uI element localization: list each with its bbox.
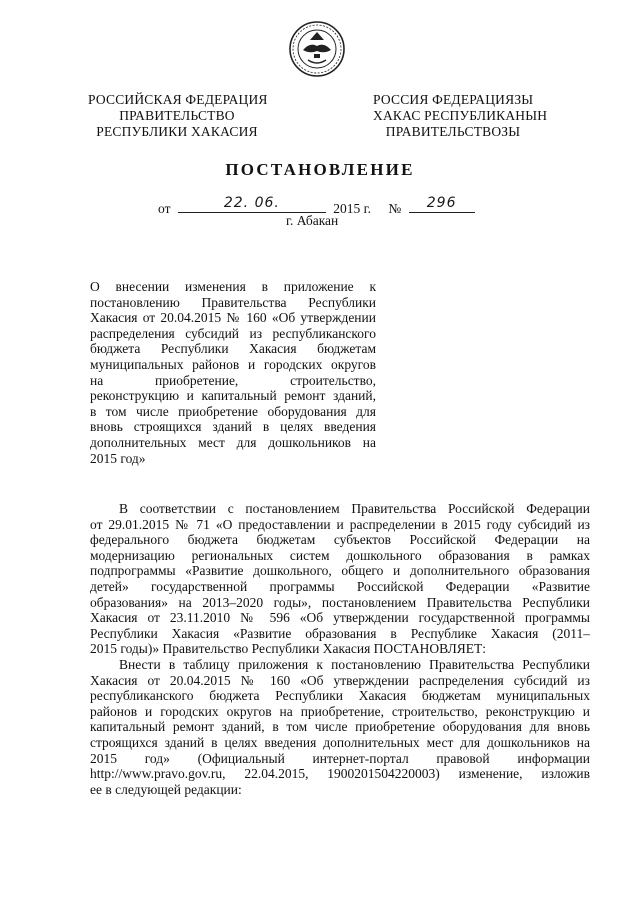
body-line: 2015 год» (Официальный интернет-портал правовой информации [90,750,590,766]
body-line: 2015 годы)» Правительство Республики Хакасия ПОСТАНОВЛЯЕТ: [90,641,487,657]
body-line: ее в следующей редакции: [90,781,242,797]
subject-line: муниципальных районов и городских округов [90,356,376,372]
body-line: подпрограммы «Развитие дошкольного, общего и дополнительного образования [90,563,590,579]
date-field [178,195,326,213]
body-line: от 29.01.2015 № 71 «О предоставлении и распределении в 2015 году субсидий из [90,516,590,532]
coat-of-arms-icon [288,20,346,78]
header-right-line-3: ПРАВИТЕЛЬСТВОЗЫ [385,124,521,139]
body-line: районов и городских округов на приобретение, строительство, реконструкцию и [90,703,590,719]
body-line: В соответствии с постановлением Правительства Российской Федерации [119,501,590,516]
subject-line: 2015 год» [90,450,146,466]
body-line: Хакасия от 23.11.2010 № 596 «Об утверждении государственной программы [90,610,590,626]
subject-line: бюджета Республики Хакасия бюджетам [90,341,376,357]
subject-block [90,279,376,466]
subject-line: реконструкцию и капитальный ремонт зданий, [90,388,376,404]
header-left [88,92,266,140]
header-left-line-3: РЕСПУБЛИКИ ХАКАСИЯ [96,124,258,139]
header-left-line-2: ПРАВИТЕЛЬСТВО [119,108,235,123]
header-right-line-2: ХАКАС РЕСПУБЛИКАНЫН [373,108,548,123]
subject-line: распределения субсидий из республиканского [90,325,376,341]
header-right-line-1: РОССИЯ ФЕДЕРАЦИЯЗЫ [373,92,534,107]
subject-line: дополнительных мест для дошкольников на [90,434,376,450]
body-line: республиканского бюджета Республики Хакасия бюджетам муниципальных [90,688,590,704]
body-line: строящихся зданий в целях введения дополнительных мест для дошкольников на [90,734,590,750]
subject-line: Хакасия от 20.04.2015 № 160 «Об утверждении [90,310,376,326]
body-line: http://www.pravo.gov.ru, 22.04.2015, 1900201504220003) изменение, изложив [90,766,590,782]
date-handwritten: 22. 06. [223,195,280,211]
number-sign: № [388,201,402,216]
subject-line: вновь строящихся зданий в целях введения [90,419,376,435]
header-right [373,92,548,140]
subject-line: в том числе приобретение оборудования для [90,403,376,419]
document-title: ПОСТАНОВЛЕНИЕ [225,160,415,179]
body-line: модернизацию региональных систем дошкольного образования в рамках [90,547,590,563]
number-handwritten: 296 [426,195,457,211]
subject-line: О внесении изменения в приложение к [90,279,376,294]
body-text [90,501,590,797]
subject-line: на приобретение, строительство, [90,372,376,388]
body-line: образования» на 2013–2020 годы», постановлением Правительства Республики [90,594,590,610]
body-line: федерального бюджета бюджетам субъектов Российской Федерации на [90,532,590,548]
body-line: капитальный ремонт зданий, в том числе приобретение оборудования для вновь [90,719,590,735]
date-prefix: от [158,201,171,216]
city-label: г. Абакан [286,213,339,228]
header-left-line-1: РОССИЙСКАЯ ФЕДЕРАЦИЯ [88,92,268,107]
subject-line: постановлению Правительства Республики [90,294,376,310]
body-line: Хакасия от 20.04.2015 № 160 «Об утверждении распределения субсидий из [90,672,590,688]
body-line: Республики Хакасия «Развитие образования в Республике Хакасия (2011– [90,625,590,641]
body-line: детей» государственной программы Российской Федерации «Развитие [90,578,590,594]
year-label: 2015 г. [333,201,371,216]
body-line: Внести в таблицу приложения к постановлению Правительства Республики [119,656,590,672]
number-field [409,195,475,213]
